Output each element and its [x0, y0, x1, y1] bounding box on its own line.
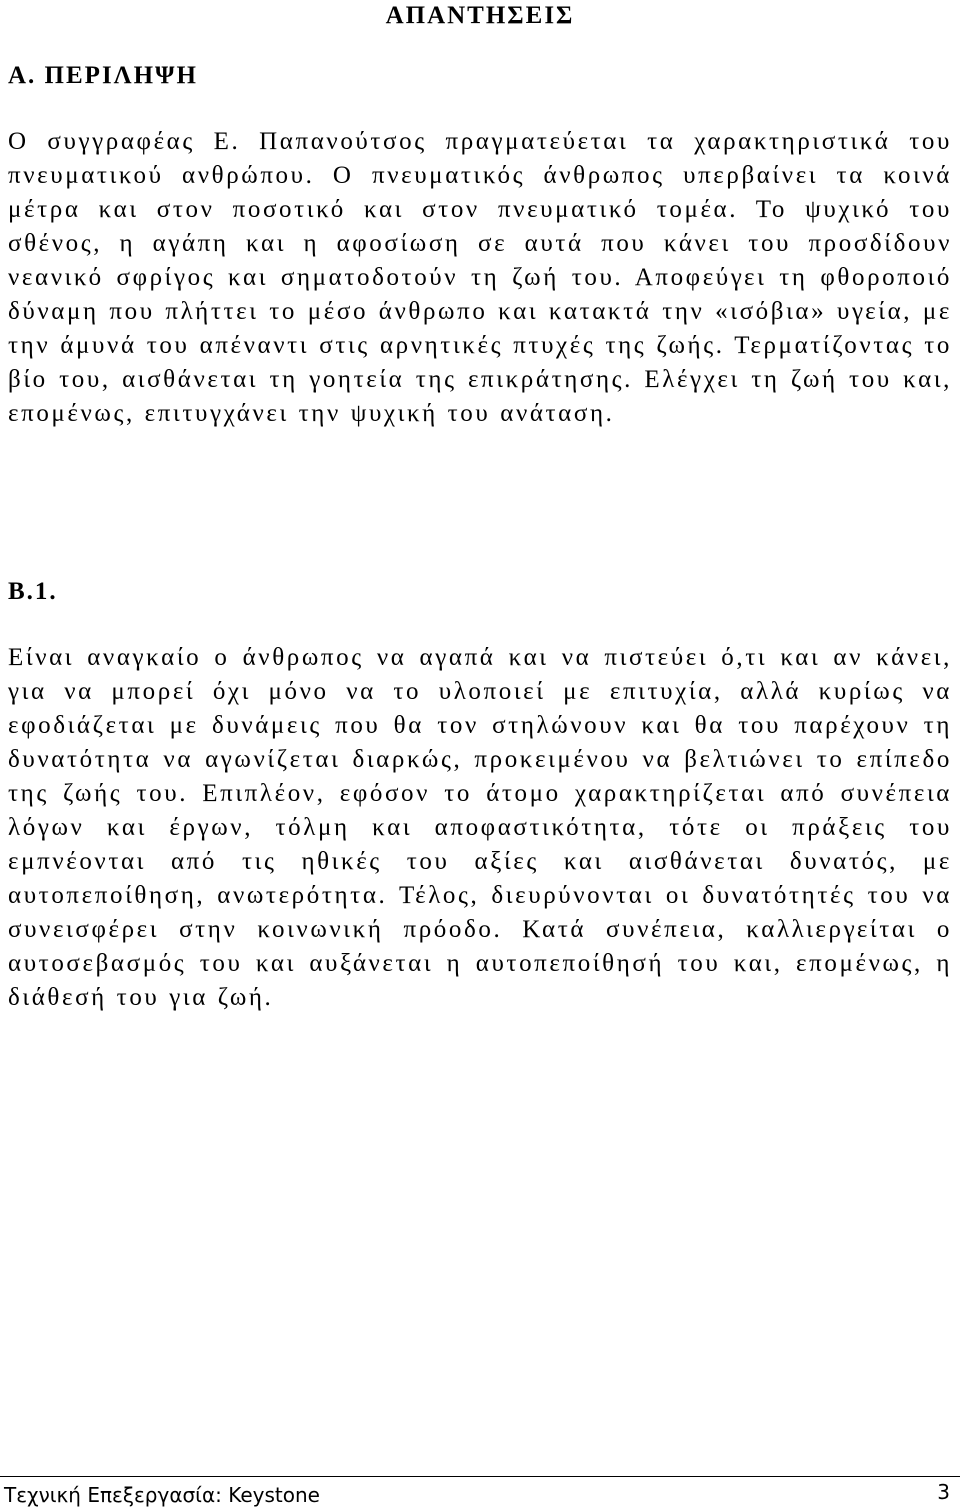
b1-paragraph: Είναι αναγκαίο ο άνθρωπος να αγαπά και να πιστεύει ό,τι και αν κάνει, για να μπορεί όχι μόνο να το υλοποιεί με επιτυχία, αλλά κυρίως να εφοδιάζεται με δυνάμεις που θα τον στηλώνουν και θα του παρέχουν τη δυνατότητα να αγωνίζεται διαρκώς, προκειμένου να βελτιώνει το επίπεδο της ζωής του. Επιπλέον, εφόσον το άτομο χαρακτηρίζεται από συνέπεια λόγων και έργων, τόλμη και αποφαστικότητα, τότε οι πράξεις του εμπνέονται από τις ηθικές του αξίες και αισθάνεται δυνατός, με αυτοπεποίθηση, ανωτερότητα. Τέλος, διευρύνονται οι δυνατότητές του να συνεισφέρει στην κοινωνική πρόοδο. Κατά συνέπεια, καλλιεργείται ο αυτοσεβασμός του και αυξάνεται η αυτοπεποίθησή του και, επομένως, η διάθεσή του για ζωή.: [8, 644, 952, 1011]
page-number: 3: [937, 1480, 950, 1504]
document-title: ΑΠΑΝΤΗΣΕΙΣ: [385, 2, 575, 29]
section-heading-summary: Α. ΠΕΡΙΛΗΨΗ: [8, 62, 198, 89]
footer-credit: Τεχνική Επεξεργασία: Keystone: [4, 1483, 320, 1507]
summary-paragraph: Ο συγγραφέας Ε. Παπανούτσος πραγματεύεται τα χαρακτηριστικά του πνευματικού ανθρώπου. Ο πνευματικός άνθρωπος υπερβαίνει τα κοινά μέτρα και στον ποσοτικό και στον πνευματικό τομέα. Το ψυχικό του σθένος, η αγάπη και η αφοσίωση σε αυτά που κάνει του προσδίδουν νεανικό σφρίγος και σηματοδοτούν τη ζωή του. Αποφεύγει τη φθοροποιό δύναμη που πλήττει το μέσο άνθρωπο και κατακτά την «ισόβια» υγεία, με την άμυνά του απέναντι στις αρνητικές πτυχές της ζωής. Τερματίζοντας το βίο του, αισθάνεται τη γοητεία της επικράτησης. Ελέγχει τη ζωή του και, επομένως, επιτυγχάνει την ψυχική του ανάταση.: [8, 128, 952, 427]
footer-divider: [0, 1476, 960, 1477]
section-heading-b1: Β.1.: [8, 578, 58, 605]
